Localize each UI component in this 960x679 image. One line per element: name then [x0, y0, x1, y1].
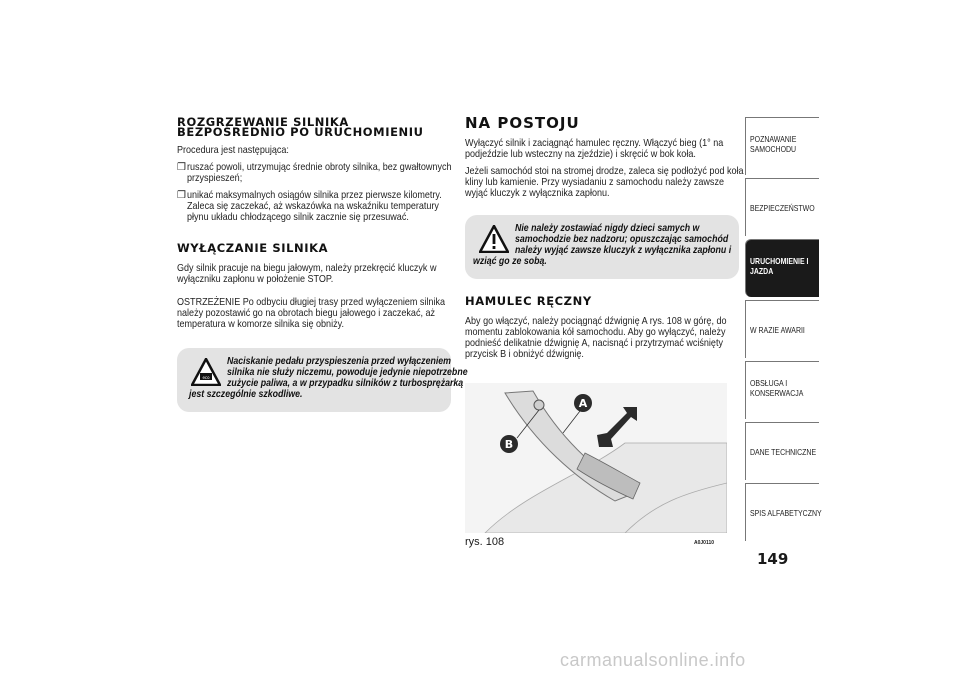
caution-line2: należy pozostawić go na obrotach biegu jałowego i zaczekać, aż — [177, 307, 436, 319]
bullet1-line1: ruszać powoli, utrzymując średnie obroty silnika, bez gwałtownych — [187, 161, 452, 173]
eco-warning-icon — [191, 358, 221, 386]
park-line2: podjeździe lub wsteczny na zjeździe) i skręcić w bok koła. — [465, 148, 696, 160]
checkbox-bullet-icon: ❒ — [177, 162, 186, 173]
warn-right-line4: wziąć go ze sobą. — [473, 256, 547, 267]
warn-left-line4: jest szczególnie szkodliwe. — [189, 389, 303, 400]
tab-w-razie-awarii[interactable]: W RAZIE AWARII — [745, 300, 819, 358]
stop-line2: wyłączniku zapłonu w położenie STOP. — [177, 273, 334, 285]
park-line1: Wyłączyć silnik i zaciągnąć hamulec ręczny. Włączyć bieg (1° na — [465, 137, 724, 149]
warn-left-line2: silnika nie służy niczemu, powoduje jedynie niepotrzebne — [227, 367, 468, 378]
figure-code: A0J0110 — [694, 540, 715, 546]
tab-spis[interactable]: SPIS ALFABETYCZNY — [745, 483, 819, 541]
figure-label-a: A — [578, 397, 588, 410]
warning-triangle-icon — [479, 225, 509, 253]
warning-box-accelerator — [177, 348, 468, 412]
checkbox-bullet-icon: ❒ — [177, 190, 186, 201]
watermark: carmanualsonline.info — [560, 650, 746, 670]
brake-line4: przycisk B i obniżyć dźwignię. — [465, 348, 584, 360]
stop-line1: Gdy silnik pracuje na biegu jałowym, należy przekręcić kluczyk w — [177, 262, 437, 274]
warn-right-line1: Nie należy zostawiać nigdy dzieci samych w — [515, 223, 700, 234]
park-line5: wyjąć kluczyk z wyłącznika zapłonu. — [465, 187, 610, 199]
handbrake-illustration — [465, 383, 727, 533]
brake-line2: momentu zablokowania kół samochodu. Aby go wyłączyć, należy — [465, 326, 726, 338]
tab-dane-techniczne[interactable]: DANE TECHNICZNE — [745, 422, 819, 480]
heading-engine-stop: WYŁĄCZANIE SILNIKA — [177, 241, 329, 255]
heading-parking: NA POSTOJU — [465, 114, 580, 132]
park-line4: kliny lub kamienie. Przy wysiadaniu z samochodu należy zawsze — [465, 176, 724, 188]
bullet2-line1: unikać maksymalnych osiągów silnika przez pierwsze kilometry. — [187, 189, 442, 201]
park-line3: Jeżeli samochód stoi na stromej drodze, zaleca się podłożyć pod koła — [465, 165, 744, 177]
handbrake-figure — [465, 383, 727, 533]
brake-line1: Aby go włączyć, należy pociągnąć dźwignię A rys. 108 w górę, do — [465, 315, 727, 327]
brake-line3: podnieść delikatnie dźwignię A, nacisnąć i przytrzymać wciśnięty — [465, 337, 723, 349]
warn-right-line3: należy wyjąć zawsze kluczyk z wyłącznika zapłonu i — [515, 245, 732, 256]
figure-label-b: B — [504, 438, 514, 451]
heading-warmup-line2: BEZPOŚREDNIO PO URUCHOMIENIU — [177, 125, 424, 139]
tab-uruchomienie[interactable]: URUCHOMIENIE I JAZDA — [745, 239, 819, 297]
procedure-intro: Procedura jest następująca: — [177, 144, 289, 156]
heading-handbrake: HAMULEC RĘCZNY — [465, 294, 592, 308]
tab-obsluga[interactable]: OBSŁUGA I KONSERWACJA — [745, 361, 819, 419]
tab-poznawanie[interactable]: POZNAWANIE SAMOCHODU — [745, 117, 819, 175]
page-number: 149 — [757, 550, 789, 568]
bullet2-line3: płynu układu chłodzącego silnik zacznie się przesuwać. — [187, 211, 409, 223]
warn-left-line3: zużycie paliwa, a w przypadku silników z turbosprężarką — [227, 378, 464, 389]
figure-caption: rys. 108 — [465, 536, 505, 548]
heading-warmup-line1: ROZGRZEWANIE SILNIKA — [177, 115, 349, 129]
caution-line3: temperatura w komorze silnika się obniży. — [177, 318, 344, 330]
warn-right-line2: samochodzie bez nadzoru; opuszczając samochód — [515, 234, 729, 245]
caution-line1: OSTRZEŻENIE Po odbyciu długiej trasy przed wyłączeniem silnika — [177, 296, 445, 308]
tab-bezpieczenstwo[interactable]: BEZPIECZEŃSTWO — [745, 178, 819, 236]
bullet2-line2: Zaleca się zaczekać, aż wskazówka na wskaźniku temperatury — [187, 200, 439, 212]
bullet1-line2: przyspieszeń; — [187, 172, 243, 184]
svg-text:eco: eco — [202, 375, 210, 380]
warn-left-line1: Naciskanie pedału przyspieszenia przed wyłączeniem — [227, 356, 452, 367]
warning-box-children — [465, 215, 739, 279]
